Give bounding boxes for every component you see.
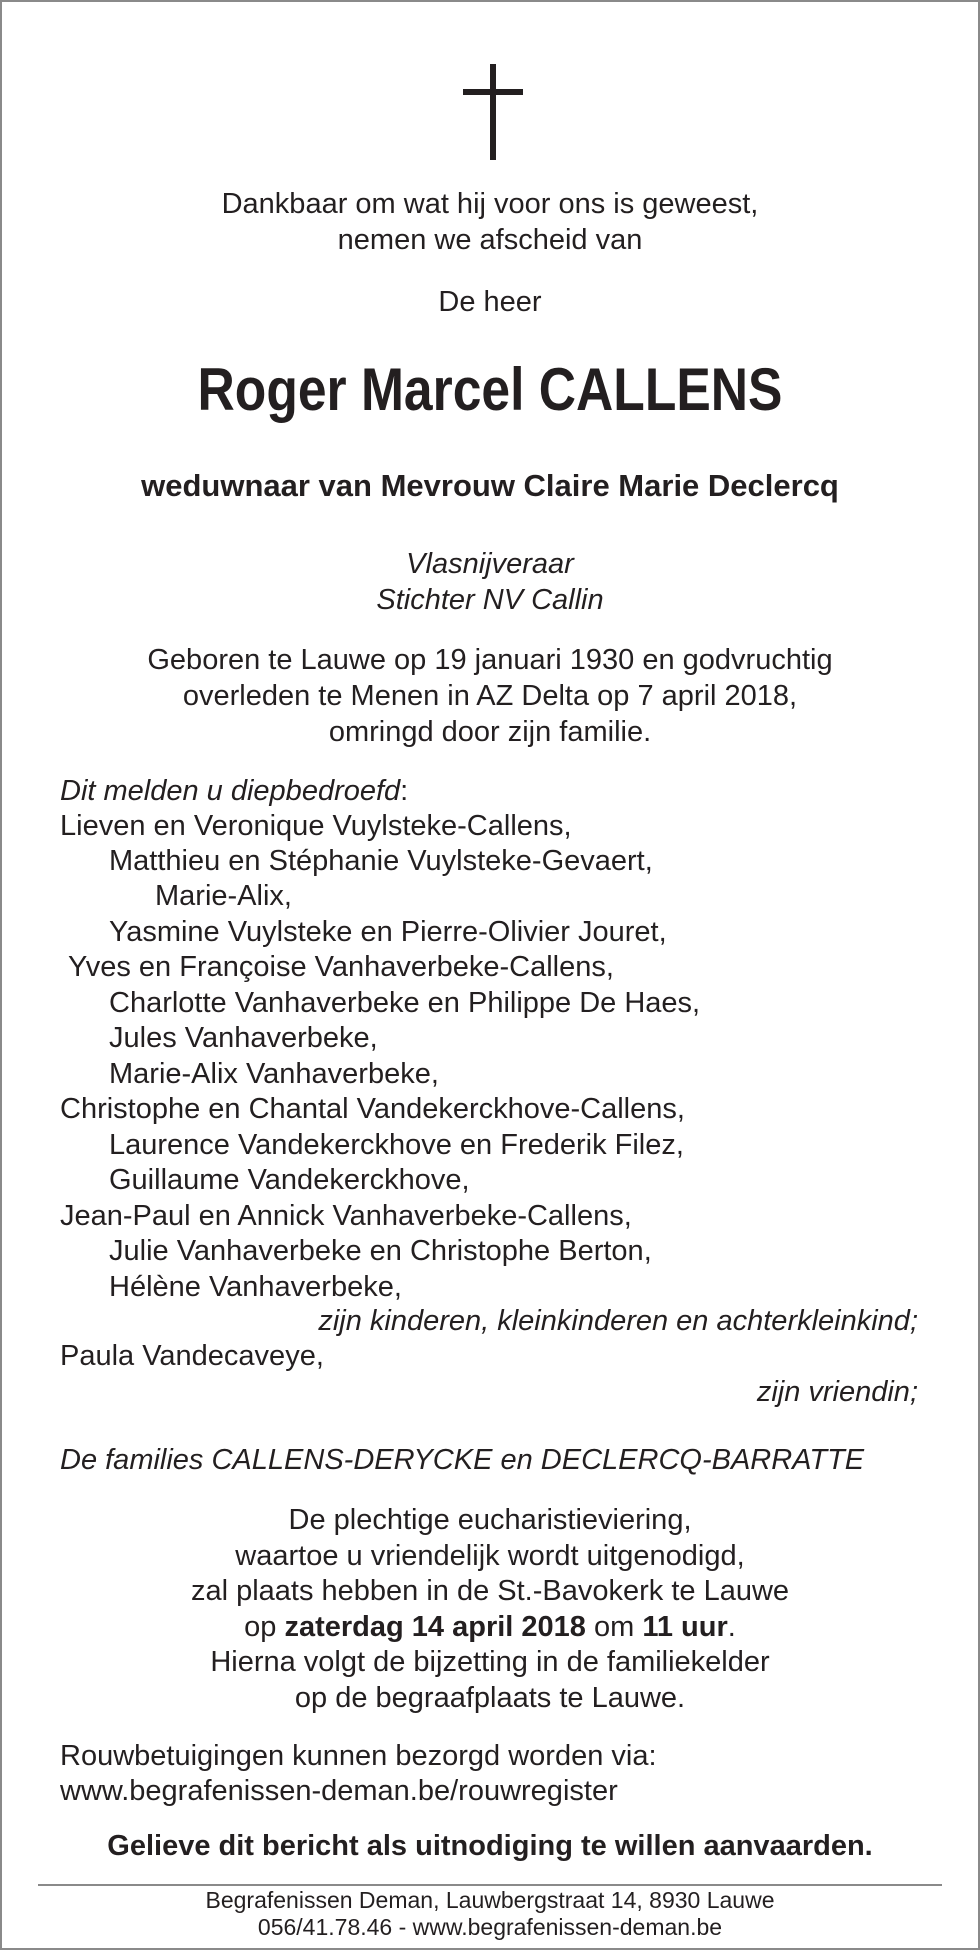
condolences-line: Rouwbetuigingen kunnen bezorgd worden via: [60,1740,657,1772]
time-prefix: om [585,1611,643,1643]
burial-line: op de begraafplaats te Lauwe. [294,1682,686,1714]
service-line: De plechtige eucharistieviering, [288,1504,692,1536]
profession: Vlasnijveraar [406,548,574,580]
widower-line: weduwnaar van Mevrouw Claire Marie Declercq [141,468,839,503]
family-line: Charlotte Vanhaverbeke en Philippe De Haes, [109,987,701,1019]
service-date-line [2,1609,978,1645]
family-line: Lieven en Veronique Vuylsteke-Callens, [60,810,572,842]
mourners-heading [60,774,408,810]
title-prefix: De heer [438,286,542,318]
families-line: De families CALLENS-DERYCKE en DECLERCQ-BARRATTE [60,1444,865,1476]
family-line: Yasmine Vuylsteke en Pierre-Olivier Jouret, [109,916,667,948]
family-line: Jean-Paul en Annick Vanhaverbeke-Callens, [60,1200,632,1232]
closing-line: Gelieve dit bericht als uitnodiging te willen aanvaarden. [107,1830,873,1862]
friend-name: Paula Vandecaveye, [60,1340,324,1372]
family-line: Christophe en Chantal Vandekerckhove-Callens, [60,1093,685,1125]
service-date: zaterdag 14 april 2018 [284,1611,586,1643]
intro-line: nemen we afscheid van [337,224,643,256]
family-line: Marie-Alix, [155,880,292,912]
family-line: Julie Vanhaverbeke en Christophe Berton, [109,1235,652,1267]
profession: Stichter NV Callin [376,584,604,616]
family-line: Hélène Vanhaverbeke, [109,1271,402,1303]
footer-line: 056/41.78.46 - www.begrafenissen-deman.be [257,1914,723,1940]
mourners-heading-text: Dit melden u diepbedroefd [60,775,401,807]
family-line: Matthieu en Stéphanie Vuylsteke-Gevaert, [109,845,653,877]
service-line: waartoe u vriendelijk wordt uitgenodigd, [235,1540,745,1572]
intro-line: Dankbaar om wat hij voor ons is geweest, [221,188,759,220]
service-line: zal plaats hebben in de St.-Bavokerk te Lauwe [190,1575,790,1607]
condolences-url: www.begrafenissen-deman.be/rouwregister [60,1775,618,1807]
date-prefix: op [244,1611,285,1643]
burial-line: Hierna volgt de bijzetting in de familiekelder [210,1646,770,1678]
family-relation: zijn kinderen, kleinkinderen en achterkleinkind; [318,1305,918,1337]
family-line: Marie-Alix Vanhaverbeke, [109,1058,439,1090]
birth-death-line: omringd door zijn familie. [328,716,652,748]
mourners-heading-colon: : [400,775,409,807]
time-suffix: . [727,1611,736,1643]
family-line: Guillaume Vandekerckhove, [109,1164,470,1196]
family-line: Laurence Vandekerckhove en Frederik Filez, [109,1129,684,1161]
service-time: 11 uur [642,1611,728,1643]
footer-divider [38,1884,942,1886]
friend-relation: zijn vriendin; [756,1376,918,1408]
family-line: Yves en Françoise Vanhaverbeke-Callens, [68,951,614,983]
birth-death-line: overleden te Menen in AZ Delta op 7 april 2018, [182,680,798,712]
family-line: Jules Vanhaverbeke, [109,1022,378,1054]
birth-death-line: Geboren te Lauwe op 19 januari 1930 en godvruchtig [147,644,833,676]
footer-line: Begrafenissen Deman, Lauwbergstraat 14, 8930 Lauwe [205,1887,775,1913]
deceased-name: Roger Marcel CALLENS [197,356,783,423]
cross-icon [463,64,523,160]
